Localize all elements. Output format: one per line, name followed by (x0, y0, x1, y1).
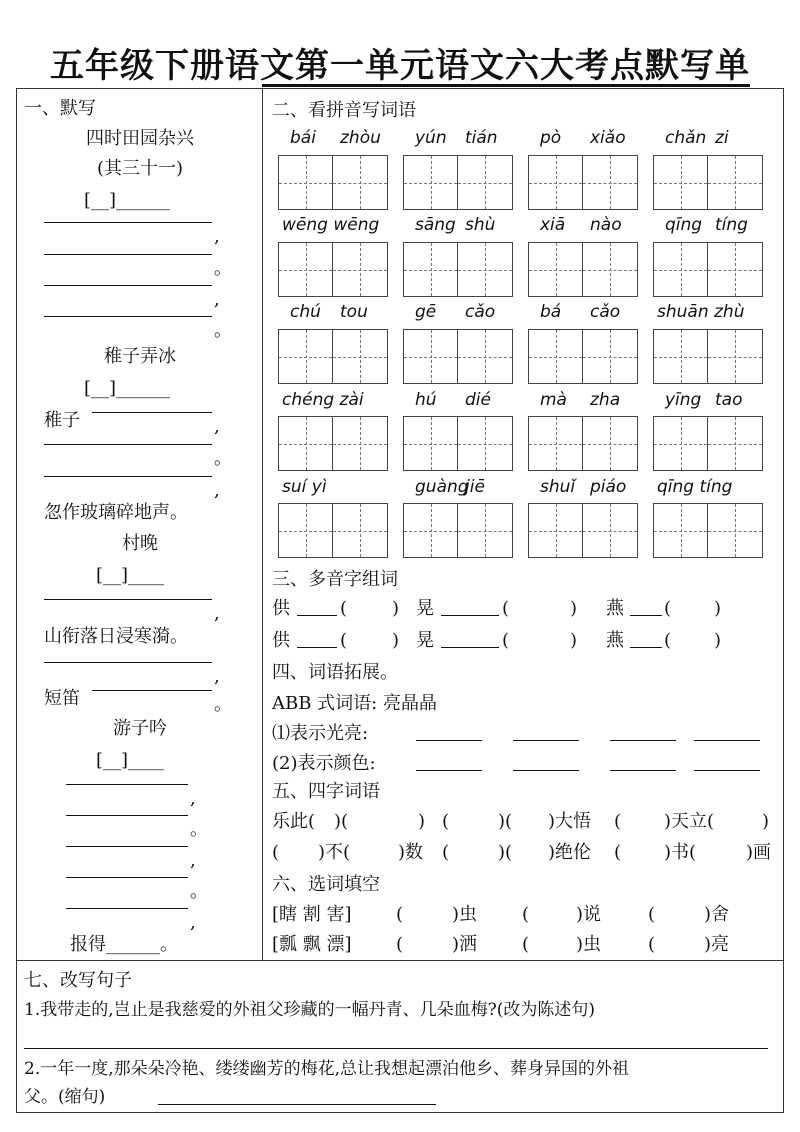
idiom-fragment: )绝伦 (548, 842, 592, 863)
tianzige-box[interactable] (403, 329, 513, 384)
poem2-author-blank[interactable]: [__]______ (84, 378, 171, 399)
answer-line[interactable] (66, 784, 188, 785)
fill-fragment: ( (522, 934, 530, 955)
tianzige-cell[interactable] (404, 156, 458, 209)
tianzige-box[interactable] (403, 416, 513, 471)
tianzige-cell[interactable] (583, 504, 637, 557)
fill-fragment: ( (396, 934, 404, 955)
abb-example: ABB 式词语: 亮晶晶 (272, 693, 437, 714)
answer-line[interactable] (513, 740, 579, 741)
rewrite-heading: 七、改写句子 (24, 970, 132, 991)
tianzige-cell[interactable] (529, 330, 583, 383)
answer-line[interactable] (694, 740, 760, 741)
tianzige-cell[interactable] (654, 417, 708, 470)
fill-fragment: ( (522, 904, 530, 925)
tianzige-box[interactable] (403, 242, 513, 297)
answer-line[interactable] (44, 444, 212, 445)
section-divider (16, 960, 784, 961)
pinyin-label: xiā (540, 215, 566, 235)
poem4-title: 游子吟 (113, 718, 167, 739)
answer-line[interactable] (44, 662, 212, 663)
fill-fragment: )亮 (704, 934, 730, 955)
fill-fragment: )舍 (704, 904, 730, 925)
paren: ( (664, 598, 672, 619)
answer-line[interactable] (24, 1048, 768, 1049)
tianzige-cell[interactable] (279, 330, 333, 383)
answer-line[interactable] (66, 908, 188, 909)
polyphone-char: 燕 (606, 630, 624, 651)
poem3-line2: 山衔落日浸寒漪。 (44, 626, 188, 647)
punct: 。 (190, 819, 208, 840)
tianzige-cell[interactable] (279, 156, 333, 209)
answer-line[interactable] (44, 316, 212, 317)
polyphone-char: 供 (272, 630, 290, 651)
pinyin-label: guàng (415, 477, 469, 497)
punct: 。 (160, 934, 178, 955)
tianzige-box[interactable] (403, 155, 513, 210)
tianzige-cell[interactable] (583, 156, 637, 209)
tianzige-cell[interactable] (654, 330, 708, 383)
tianzige-cell[interactable] (583, 243, 637, 296)
idiom-fragment: )不( (318, 842, 351, 863)
pinyin-label: bái (290, 128, 316, 148)
expand-heading: 四、词语拓展。 (272, 662, 398, 683)
answer-line[interactable] (630, 647, 662, 648)
idiom-fragment: ) (762, 811, 770, 832)
pinyin-label: chú (290, 302, 321, 322)
tianzige-box[interactable] (528, 416, 638, 471)
paren: ) (714, 598, 722, 619)
tianzige-box[interactable] (278, 503, 388, 558)
answer-line[interactable] (44, 599, 212, 600)
pinyin-label: chéng zài (282, 390, 364, 410)
tianzige-cell[interactable] (583, 330, 637, 383)
tianzige-cell[interactable] (333, 330, 387, 383)
fill-fragment: ( (648, 934, 656, 955)
tianzige-cell[interactable] (529, 243, 583, 296)
poem4-last-line (70, 934, 178, 956)
paren: ( (340, 598, 348, 619)
poem3-author-blank[interactable]: [__]____ (96, 565, 165, 586)
pinyin-label: hú (415, 390, 437, 410)
paren: ) (714, 630, 722, 651)
answer-line[interactable] (610, 740, 676, 741)
idiom-fragment: )( (498, 842, 513, 863)
tianzige-cell[interactable] (404, 504, 458, 557)
tianzige-cell[interactable] (333, 417, 387, 470)
idiom-fragment: )大悟 (548, 811, 592, 832)
pinyin-label: zi (715, 128, 729, 148)
answer-line[interactable] (416, 770, 482, 771)
polyphone-char: 晃 (416, 630, 434, 651)
page-title: 五年级下册语文第一单元语文六大考点默写单 (50, 46, 750, 86)
title-underline (262, 84, 750, 87)
tianzige-cell[interactable] (279, 504, 333, 557)
paren: ( (340, 630, 348, 651)
paren: ( (664, 630, 672, 651)
pinyin-label: sāng (415, 215, 456, 235)
pinyin-label: qīng (665, 215, 703, 235)
pinyin-label: xiǎo (590, 128, 626, 148)
tianzige-cell[interactable] (279, 417, 333, 470)
idiom-fragment: ( (272, 842, 280, 863)
tianzige-box[interactable] (528, 329, 638, 384)
idiom-fragment: )( (498, 811, 513, 832)
tianzige-cell[interactable] (708, 243, 762, 296)
answer-line[interactable] (66, 877, 188, 878)
punct: 。 (214, 694, 232, 715)
tianzige-cell[interactable] (333, 243, 387, 296)
tianzige-box[interactable] (528, 503, 638, 558)
answer-line[interactable] (416, 740, 482, 741)
fill-fragment: ( (648, 904, 656, 925)
pinyin-label: gē (415, 302, 437, 322)
pinyin-label: yún (415, 128, 447, 148)
pinyin-label: zha (590, 390, 621, 410)
polyphone-char: 供 (272, 598, 290, 619)
answer-line[interactable] (297, 647, 337, 648)
pinyin-label: nào (590, 215, 622, 235)
punct: , (190, 850, 196, 871)
tianzige-cell[interactable] (708, 330, 762, 383)
fill-fragment: )洒 (452, 934, 478, 955)
idiom-fragment: )天立( (664, 811, 715, 832)
poem4-last-blank[interactable]: ______ (106, 934, 160, 955)
punct: , (214, 416, 220, 437)
pinyin-label: tián (465, 128, 498, 148)
rewrite-q1: 1.我带走的,岂止是我慈爱的外祖父珍藏的一幅丹青、几朵血梅?(改为陈述句) (24, 1000, 596, 1020)
answer-line[interactable] (92, 690, 212, 691)
punct: , (190, 788, 196, 809)
tianzige-cell[interactable] (333, 504, 387, 557)
idiom-fragment: 乐此( (272, 811, 316, 832)
tianzige-cell[interactable] (458, 504, 512, 557)
idiom-fragment: )( (334, 811, 349, 832)
poem2-last-line: 忽作玻璃碎地声。 (44, 502, 188, 523)
column-divider (262, 88, 263, 960)
rewrite-q2-line2: 父。(缩句) (24, 1087, 106, 1107)
pinyin-label: shù (465, 215, 496, 235)
idiom-fragment: ( (614, 842, 622, 863)
tianzige-box[interactable] (653, 155, 763, 210)
tianzige-cell[interactable] (458, 330, 512, 383)
tianzige-box[interactable] (403, 503, 513, 558)
fill-fragment: )说 (576, 904, 602, 925)
pinyin-label: bá (540, 302, 562, 322)
answer-line[interactable] (297, 615, 337, 616)
abb-q2: (2)表示颜色: (272, 753, 376, 774)
idiom-fragment: )书( (664, 842, 697, 863)
answer-line[interactable] (441, 647, 499, 648)
rewrite-q2-line1: 2.一年一度,那朵朵冷艳、缕缕幽芳的梅花,总让我想起漂泊他乡、葬身异国的外祖 (24, 1059, 630, 1079)
tianzige-cell[interactable] (654, 243, 708, 296)
tianzige-cell[interactable] (404, 330, 458, 383)
tianzige-cell[interactable] (404, 243, 458, 296)
pinyin-label: jiē (465, 477, 485, 497)
pinyin-label: qīng tíng (657, 477, 733, 497)
punct: 。 (190, 881, 208, 902)
punct: 。 (214, 320, 232, 341)
word-options: [瓢 飘 漂] (272, 934, 352, 955)
paren: ) (570, 630, 578, 651)
tianzige-cell[interactable] (404, 417, 458, 470)
pinyin-label: piáo (590, 477, 627, 497)
answer-line[interactable] (441, 615, 499, 616)
pinyin-label: wēng wēng (282, 215, 380, 235)
paren: ( (502, 598, 510, 619)
pinyin-label: tou (340, 302, 368, 322)
poem2-line1-prefix: 稚子 (44, 410, 80, 431)
poem4-author-blank[interactable]: [__]____ (96, 750, 165, 771)
answer-line[interactable] (158, 1104, 436, 1105)
pinyin-label: cǎo (465, 302, 496, 322)
fill-fragment: )虫 (576, 934, 602, 955)
tianzige-box[interactable] (653, 329, 763, 384)
tianzige-cell[interactable] (529, 156, 583, 209)
pinyin-label: tíng (715, 215, 748, 235)
punct: , (190, 912, 196, 933)
answer-line[interactable] (694, 770, 760, 771)
idiom-fragment: )数 (398, 842, 424, 863)
abb-q1: ⑴表示光亮: (272, 723, 369, 744)
tianzige-cell[interactable] (708, 417, 762, 470)
tianzige-box[interactable] (653, 503, 763, 558)
tianzige-cell[interactable] (333, 156, 387, 209)
punct: , (214, 289, 220, 310)
choose-heading: 六、选词填空 (272, 874, 380, 895)
pinyin-label: shuān zhù (657, 302, 745, 322)
tianzige-box[interactable] (278, 242, 388, 297)
pinyin-heading: 二、看拼音写词语 (272, 100, 416, 121)
punct: 。 (214, 448, 232, 469)
pinyin-label: dié (465, 390, 491, 410)
tianzige-cell[interactable] (529, 417, 583, 470)
tianzige-box[interactable] (278, 155, 388, 210)
poem1-subtitle: (其三十一) (96, 158, 184, 179)
pinyin-label: cǎo (590, 302, 621, 322)
poem1-title: 四时田园杂兴 (86, 128, 194, 149)
poem1-author-blank[interactable]: [__]______ (84, 190, 171, 211)
pinyin-label: zhòu (340, 128, 381, 148)
dictation-heading: 一、默写 (24, 98, 96, 119)
answer-line[interactable] (44, 254, 212, 255)
punct: 。 (214, 258, 232, 279)
tianzige-cell[interactable] (654, 504, 708, 557)
pinyin-label: mà (540, 390, 567, 410)
idiom-fragment: ) (418, 811, 426, 832)
punct: , (214, 226, 220, 247)
pinyin-label: shuǐ (540, 477, 576, 497)
paren: ) (392, 630, 400, 651)
answer-line[interactable] (92, 412, 212, 413)
tianzige-cell[interactable] (458, 243, 512, 296)
idiom-heading: 五、四字词语 (272, 781, 380, 802)
answer-line[interactable] (513, 770, 579, 771)
answer-line[interactable] (66, 846, 188, 847)
word-options: [瞎 割 害] (272, 904, 352, 925)
pinyin-label: tao (715, 390, 743, 410)
poem2-title: 稚子弄冰 (104, 346, 176, 367)
idiom-fragment: )画 (746, 842, 772, 863)
pinyin-label: suí yì (282, 477, 327, 497)
answer-line[interactable] (610, 770, 676, 771)
answer-line[interactable] (44, 222, 212, 223)
fill-fragment: ( (396, 904, 404, 925)
tianzige-box[interactable] (528, 155, 638, 210)
tianzige-cell[interactable] (458, 417, 512, 470)
punct: , (214, 666, 220, 687)
tianzige-cell[interactable] (708, 504, 762, 557)
poem4-last-prefix: 报得 (70, 934, 106, 955)
tianzige-cell[interactable] (708, 156, 762, 209)
tianzige-cell[interactable] (529, 504, 583, 557)
paren: ) (570, 598, 578, 619)
tianzige-box[interactable] (653, 242, 763, 297)
polyphone-char: 晃 (416, 598, 434, 619)
pinyin-label: pò (540, 128, 562, 148)
poem3-line4-prefix: 短笛 (44, 688, 80, 709)
paren: ( (502, 630, 510, 651)
tianzige-box[interactable] (528, 242, 638, 297)
idiom-fragment: ( (442, 842, 450, 863)
polyphone-char: 燕 (606, 598, 624, 619)
poem3-title: 村晚 (122, 533, 158, 554)
punct: , (214, 480, 220, 501)
idiom-fragment: ( (442, 811, 450, 832)
tianzige-cell[interactable] (654, 156, 708, 209)
paren: ) (392, 598, 400, 619)
tianzige-box[interactable] (278, 416, 388, 471)
answer-line[interactable] (630, 615, 662, 616)
answer-line[interactable] (66, 815, 188, 816)
pinyin-label: chǎn (665, 128, 707, 148)
idiom-fragment: ( (614, 811, 622, 832)
fill-fragment: )虫 (452, 904, 478, 925)
punct: , (214, 603, 220, 624)
tianzige-box[interactable] (653, 416, 763, 471)
tianzige-cell[interactable] (458, 156, 512, 209)
answer-line[interactable] (44, 285, 212, 286)
tianzige-cell[interactable] (583, 417, 637, 470)
polyphone-heading: 三、多音字组词 (272, 569, 398, 590)
answer-line[interactable] (44, 476, 212, 477)
tianzige-box[interactable] (278, 329, 388, 384)
tianzige-cell[interactable] (279, 243, 333, 296)
pinyin-label: yīng (665, 390, 702, 410)
